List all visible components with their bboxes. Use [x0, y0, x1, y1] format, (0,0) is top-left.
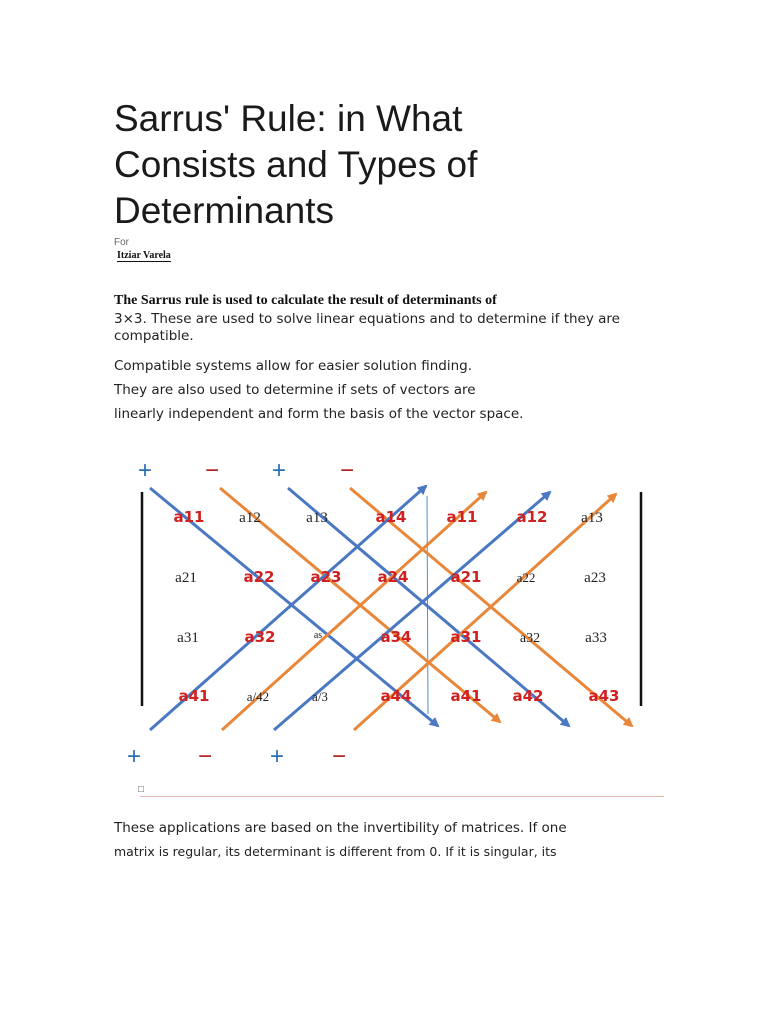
- sign-top-1: +: [138, 457, 153, 484]
- title-line-3: Determinants: [114, 190, 335, 231]
- sign-top-3: +: [272, 457, 287, 484]
- page-title: [114, 96, 634, 234]
- cell-r3c3: as: [313, 630, 323, 641]
- cell-r2c5: a21: [450, 568, 482, 586]
- paragraph-2: Compatible systems allow for easier solution finding.: [114, 358, 473, 374]
- sarrus-diagram: [114, 452, 654, 770]
- title-line-2: Consists and Types of: [114, 144, 478, 185]
- sign-bottom-1: +: [127, 743, 142, 770]
- cell-r1c7: a13: [581, 510, 603, 526]
- broken-image-icon: □: [138, 784, 145, 795]
- sign-bottom-3: +: [270, 743, 285, 770]
- sign-bottom-4: −: [332, 743, 347, 770]
- cell-r3c4: a34: [380, 628, 412, 646]
- cell-r4c2: a/42: [246, 689, 270, 704]
- cell-r4c6: a42: [512, 687, 544, 705]
- cell-r3c5: a31: [450, 628, 482, 646]
- cell-r3c7: a33: [585, 630, 607, 646]
- cell-r1c5: a11: [446, 508, 478, 526]
- cell-r1c2: a12: [239, 510, 261, 526]
- paragraph-3-line-2: linearly independent and form the basis of the vector space.: [114, 406, 524, 422]
- paragraph-4-line-1: These applications are based on the invertibility of matrices. If one: [114, 820, 567, 836]
- cell-r4c4: a44: [380, 687, 412, 705]
- orange-descending-arrows: [220, 488, 632, 726]
- sign-top-4: −: [340, 457, 355, 484]
- cell-r4c5: a41: [450, 687, 482, 705]
- byline-prefix: For: [114, 237, 129, 248]
- paragraph-1: 3×3. These are used to solve linear equations and to determine if they are compatible.: [114, 311, 620, 344]
- author-link[interactable]: Itziar Varela: [117, 250, 171, 261]
- cell-r4c7: a43: [588, 687, 620, 705]
- cell-r4c1: a41: [178, 687, 210, 705]
- cell-r3c2: a32: [244, 628, 276, 646]
- section-divider: [140, 796, 664, 797]
- cell-r1c6: a12: [516, 508, 548, 526]
- title-line-1: Sarrus' Rule: in What: [114, 98, 463, 139]
- cell-r2c2: a22: [243, 568, 275, 586]
- cell-r2c7: a23: [584, 570, 606, 586]
- lead-sentence: The Sarrus rule is used to calculate the result of determinants of: [114, 293, 497, 308]
- cell-r2c4: a24: [377, 568, 409, 586]
- cell-r2c1: a21: [175, 570, 197, 586]
- cell-r2c3: a23: [310, 568, 342, 586]
- cell-r2c6: a22: [516, 570, 536, 585]
- sign-bottom-2: −: [198, 743, 213, 770]
- paragraph-3-line-1: They are also used to determine if sets of vectors are: [114, 382, 476, 398]
- cell-r3c6: a32: [519, 631, 541, 646]
- sign-top-2: −: [205, 457, 220, 484]
- paragraph-4-line-2: matrix is regular, its determinant is different from 0. If it is singular, its: [114, 844, 557, 859]
- cell-r1c4: a14: [375, 508, 407, 526]
- cell-r4c3: a/3: [312, 689, 328, 704]
- orange-ascending-arrows: [222, 492, 616, 730]
- cell-r3c1: a31: [177, 630, 199, 646]
- cell-r1c1: a11: [173, 508, 205, 526]
- cell-r1c3: a13: [306, 510, 328, 526]
